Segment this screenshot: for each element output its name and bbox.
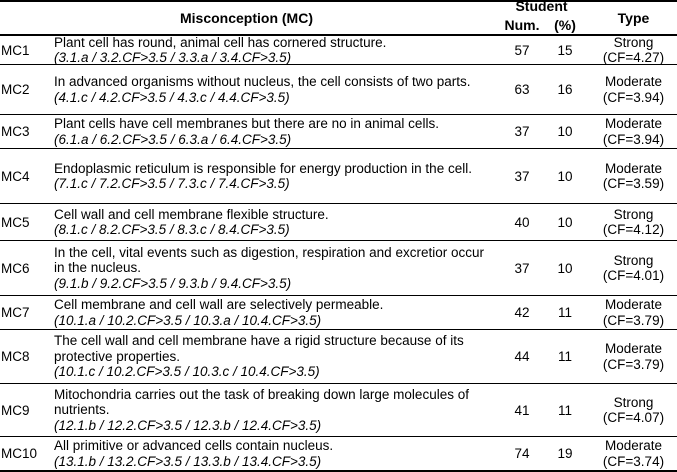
row-pct: 11: [557, 349, 572, 364]
row-description: [54, 115, 494, 148]
row-text: Cell membrane and cell wall are selectively permeable.: [54, 297, 384, 312]
row-cf: (CF=3.79): [602, 356, 665, 372]
row-id: MC3: [1, 124, 30, 139]
row-num: 41: [514, 402, 530, 418]
row-cf: (CF=3.74): [602, 453, 665, 469]
row-text: Plant cells have cell membranes but there are no in animal cells.: [54, 116, 439, 131]
row-cf: (CF=3.59): [602, 176, 665, 191]
header-student: Student: [515, 0, 568, 14]
table-row: [0, 384, 677, 437]
row-pct: 10: [557, 168, 573, 184]
row-type: [590, 384, 677, 436]
table-row: [0, 296, 677, 330]
row-codes: (13.1.b / 13.2.CF>3.5 / 13.3.b / 13.4.CF>3.5): [54, 453, 322, 469]
row-text: Mitochondria carries out the task of breaking down large molecules of nutrients.: [54, 386, 469, 418]
row-cf: (CF=4.07): [602, 410, 665, 425]
row-pct: 10: [557, 260, 573, 276]
row-num: 57: [514, 42, 530, 58]
row-codes: (9.1.b / 9.2.CF>3.5 / 9.3.b / 9.4.CF>3.5): [54, 275, 292, 291]
row-id: MC9: [1, 402, 30, 418]
row-num: 74: [514, 446, 530, 461]
row-type: [590, 115, 677, 148]
row-pct: 16: [557, 82, 573, 97]
row-id: MC2: [1, 82, 30, 97]
row-text: Cell wall and cell membrane flexible structure.: [54, 206, 329, 222]
row-type-label: Moderate: [604, 160, 663, 176]
row-type: [590, 330, 677, 383]
row-cf: (CF=3.79): [602, 312, 665, 328]
row-id: MC8: [1, 349, 30, 364]
row-codes: (4.1.c / 4.2.CF>3.5 / 4.3.c / 4.4.CF>3.5): [54, 89, 290, 105]
table-row: [0, 437, 677, 472]
row-type-label: Moderate: [604, 74, 663, 89]
header-pct: (%): [554, 17, 576, 33]
row-type: [590, 65, 677, 114]
row-pct: 19: [557, 446, 573, 461]
table-row: [0, 241, 677, 296]
table-row: [0, 149, 677, 204]
row-type: [590, 36, 677, 64]
row-id: MC10: [1, 446, 38, 461]
row-description: [54, 149, 494, 203]
row-description: [54, 296, 494, 329]
row-description: [54, 330, 494, 383]
row-pct: 10: [557, 124, 573, 139]
row-type-label: Moderate: [604, 297, 663, 312]
row-text: In the cell, vital events such as digestion, respiration and excretior occur in the nucleus.: [54, 244, 484, 276]
row-cf: (CF=4.27): [602, 50, 665, 65]
row-description: [54, 65, 494, 114]
row-text: Plant cell has round, animal cell has cornered structure.: [54, 34, 387, 50]
row-type-label: Strong: [613, 252, 654, 268]
header-misconception: Misconception (MC): [180, 10, 313, 26]
row-pct: 15: [557, 42, 573, 58]
row-type-label: Strong: [613, 394, 654, 410]
row-id: MC6: [1, 260, 30, 276]
row-num: 37: [514, 168, 530, 184]
row-type-label: Moderate: [604, 438, 663, 453]
row-type: [590, 149, 677, 203]
row-type-label: Strong: [613, 206, 654, 222]
table-header: [0, 0, 677, 36]
row-id: MC7: [1, 305, 30, 320]
row-codes: (10.1.c / 10.2.CF>3.5 / 10.3.c / 10.4.CF>3.5): [54, 364, 320, 380]
row-description: [54, 36, 494, 64]
table-row: [0, 36, 677, 65]
row-cf: (CF=4.01): [602, 268, 665, 283]
row-pct: 10: [557, 214, 573, 230]
row-type: [590, 437, 677, 470]
table-row: [0, 115, 677, 149]
row-type: [590, 296, 677, 329]
row-num: 40: [514, 214, 530, 230]
row-num: 63: [514, 82, 530, 97]
row-pct: 11: [557, 402, 572, 418]
row-num: 44: [514, 349, 530, 364]
row-id: MC5: [1, 214, 30, 230]
row-cf: (CF=3.94): [602, 89, 665, 105]
table-row: [0, 204, 677, 241]
row-id: MC1: [1, 42, 30, 58]
row-text: All primitive or advanced cells contain nucleus.: [54, 438, 334, 453]
row-text: The cell wall and cell membrane have a rigid structure because of its protective properties.: [54, 333, 464, 364]
table-row: [0, 330, 677, 384]
row-codes: (7.1.c / 7.2.CF>3.5 / 7.3.c / 7.4.CF>3.5): [54, 176, 290, 191]
row-type: [590, 204, 677, 240]
row-id: MC4: [1, 168, 30, 184]
row-num: 37: [514, 260, 530, 276]
row-type-label: Moderate: [604, 116, 663, 131]
row-description: [54, 384, 494, 436]
row-codes: (12.1.b / 12.2.CF>3.5 / 12.3.b / 12.4.CF>3.5): [54, 417, 322, 433]
header-type: Type: [617, 10, 650, 26]
row-num: 42: [514, 305, 530, 320]
row-pct: 11: [557, 305, 572, 320]
row-description: [54, 241, 494, 295]
header-num: Num.: [504, 17, 540, 33]
row-type: [590, 241, 677, 295]
row-type-label: Moderate: [604, 341, 663, 356]
row-cf: (CF=4.12): [602, 222, 665, 237]
row-num: 37: [514, 124, 530, 139]
table-row: [0, 65, 677, 115]
row-codes: (6.1.a / 6.2.CF>3.5 / 6.3.a / 6.4.CF>3.5): [54, 131, 292, 147]
row-text: Endoplasmic reticulum is responsible for energy production in the cell.: [54, 160, 472, 176]
row-type-label: Strong: [613, 34, 654, 50]
row-description: [54, 204, 494, 240]
row-description: [54, 437, 494, 470]
row-codes: (10.1.a / 10.2.CF>3.5 / 10.3.a / 10.4.CF>3.5): [54, 312, 322, 328]
row-codes: (3.1.a / 3.2.CF>3.5 / 3.3.a / 3.4.CF>3.5): [54, 50, 292, 65]
row-text: In advanced organisms without nucleus, the cell consists of two parts.: [54, 74, 471, 89]
row-cf: (CF=3.94): [602, 131, 665, 147]
row-codes: (8.1.c / 8.2.CF>3.5 / 8.3.c / 8.4.CF>3.5): [54, 222, 290, 237]
